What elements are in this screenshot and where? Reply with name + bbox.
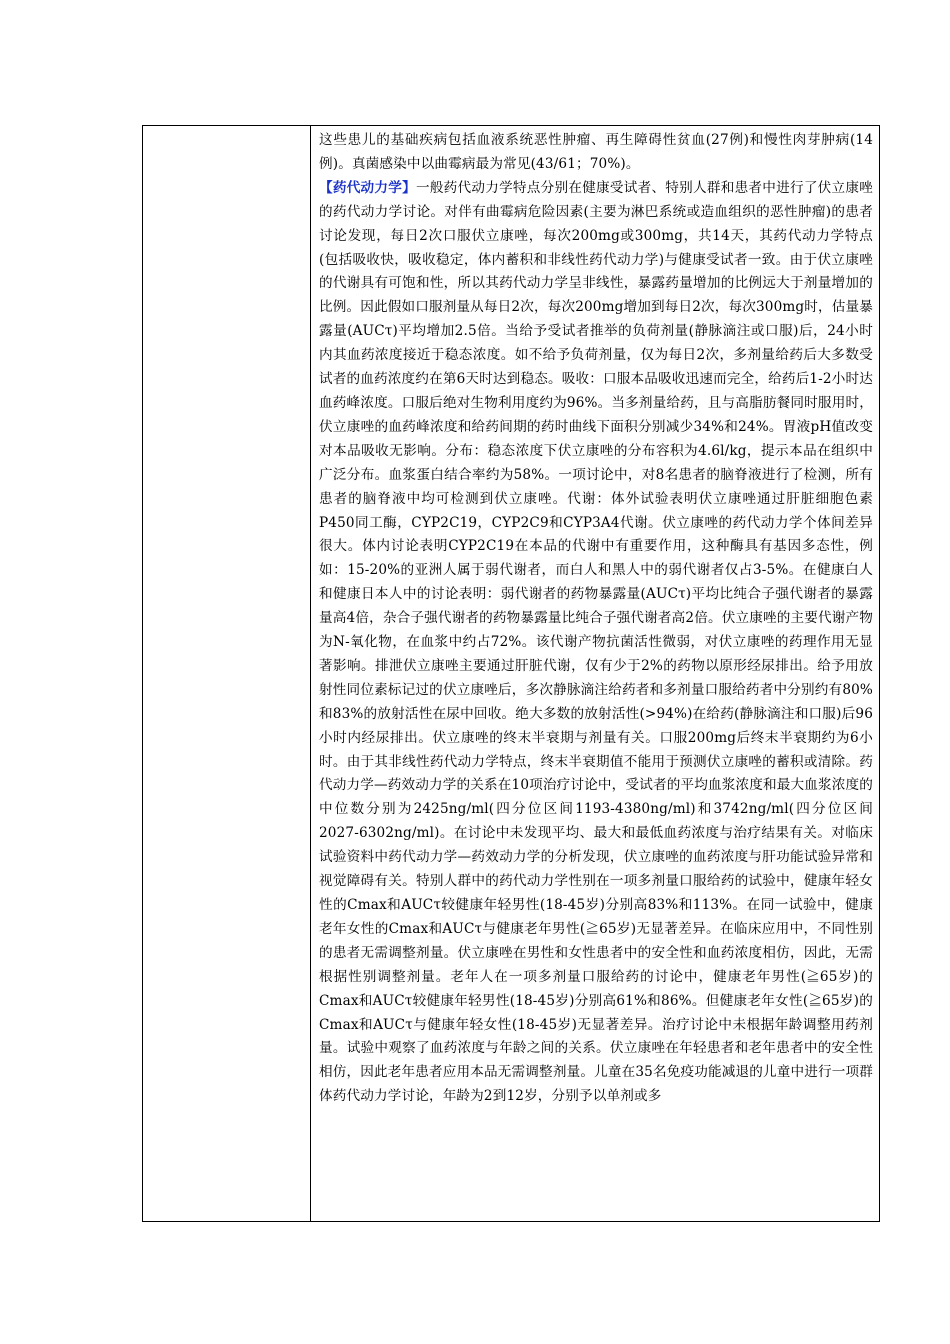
- section-body-text: 一般药代动力学特点分别在健康受试者、特别人群和患者中进行了伏立康唑的药代动力学讨论。对伴有曲霉病危险因素(主要为淋巴系统或造血组织的恶性肿瘤)的患者讨论发现，每日2次口服伏立康唑，每次200mg或300mg，共14天，其药代动力学特点(包括吸收快，吸收稳定，体内蓄积和非线性药代动力学)与健康受试者一致。由于伏立康唑的代谢具有可饱和性，所以其药代动力学呈非线性，暴露药量增加的比例远大于剂量增加的比例。因此假如口服剂量从每日2次，每次200mg增加到每日2次，每次300mg时，估量暴露量(AUCτ)平均增加2.5倍。当给予受试者推举的负荷剂量(静脉滴注或口服)后，24小时内其血药浓度接近于稳态浓度。如不给予负荷剂量，仅为每日2次，多剂量给药后大多数受试者的血药浓度约在第6天时达到稳态。吸收：口服本品吸收迅速而完全，给药后1-2小时达血药峰浓度。口服后绝对生物利用度约为96%。当多剂量给药，且与高脂肪餐同时服用时，伏立康唑的血药峰浓度和给药间期的药时曲线下面积分别减少34%和24%。胃液pH值改变对本品吸收无影响。分布：稳态浓度下伏立康唑的分布容积为4.6l/kg，提示本品在组织中广泛分布。血浆蛋白结合率约为58%。一项讨论中，对8名患者的脑脊液进行了检测，所有患者的脑脊液中均可检测到伏立康唑。代谢：体外试验表明伏立康唑通过肝脏细胞色素P450同工酶，CYP2C19，CYP2C9和CYP3A4代谢。伏立康唑的药代动力学个体间差异很大。体内讨论表明CYP2C19在本品的代谢中有重要作用，这种酶具有基因多态性，例如：15-20%的亚洲人属于弱代谢者，而白人和黑人中的弱代谢者仅占3-5%。在健康白人和健康日本人中的讨论表明：弱代谢者的药物暴露量(AUCτ)平均比纯合子强代谢者的暴露量高4倍，杂合子强代谢者的药物暴露量比纯合子强代谢者高2倍。伏立康唑的主要代谢产物为N-氧化物，在血浆中约占72%。该代谢产物抗菌活性微弱，对伏立康唑的药理作用无显著影响。排泄伏立康唑主要通过肝脏代谢，仅有少于2%的药物以原形经尿排出。给予用放射性同位素标记过的伏立康唑后，多次静脉滴注给药者和多剂量口服给药者中分别约有80%和83%的放射活性在尿中回收。绝大多数的放射活性(>94%)在给药(静脉滴注和口服)后96小时内经尿排出。伏立康唑的终末半衰期与剂量有关。口服200mg后终末半衰期约为6小时。由于其非线性药代动力学特点，终末半衰期值不能用于预测伏立康唑的蓄积或清除。药代动力学—药效动力学的关系在10项治疗讨论中，受试者的平均血浆浓度和最大血浆浓度的中位数分别为2425ng/ml(四分位区间1193-4380ng/ml)和3742ng/ml(四分位区间2027-6302ng/ml)。在讨论中未发现平均、最大和最低血药浓度与治疗结果有关。对临床试验资料中药代动力学—药效动力学的分析发现，伏立康唑的血药浓度与肝功能试验异常和视觉障碍有关。特别人群中的药代动力学性别在一项多剂量口服给药的试验中，健康年轻女性的Cmax和AUCτ较健康年轻男性(18-45岁)分别高83%和113%。在同一试验中，健康老年女性的Cmax和AUCτ与健康老年男性(≧65岁)无显著差异。在临床应用中，不同性别的患者无需调整剂量。伏立康唑在男性和女性患者中的安全性和血药浓度相仿，因此，无需根据性别调整剂量。老年人在一项多剂量口服给药的讨论中，健康老年男性(≧65岁)的Cmax和AUCτ较健康年轻男性(18-45岁)分别高61%和86%。但健康老年女性(≧65岁)的Cmax和AUCτ与健康年轻女性(18-45岁)无显著差异。治疗讨论中未根据年龄调整用药剂量。试验中观察了血药浓度与年龄之间的关系。伏立康唑在年轻患者和老年患者中的安全性相仿，因此老年患者应用本品无需调整剂量。儿童在35名免疫功能减退的儿童中进行一项群体药代动力学讨论，年龄为2到12岁，分别予以单剂或多: [319, 179, 873, 1105]
- section-heading-pharmacokinetics: 【药代动力学】: [319, 179, 416, 196]
- body-paragraph: [319, 129, 873, 1109]
- table-label-cell: [143, 126, 311, 1221]
- intro-text: 这些患儿的基础疾病包括血液系统恶性肿瘤、再生障碍性贫血(27例)和慢性肉芽肿病(14例)。真菌感染中以曲霉病最为常见(43/61；70%)。: [319, 132, 873, 172]
- document-table: [142, 125, 880, 1222]
- table-content-cell: [311, 126, 879, 1221]
